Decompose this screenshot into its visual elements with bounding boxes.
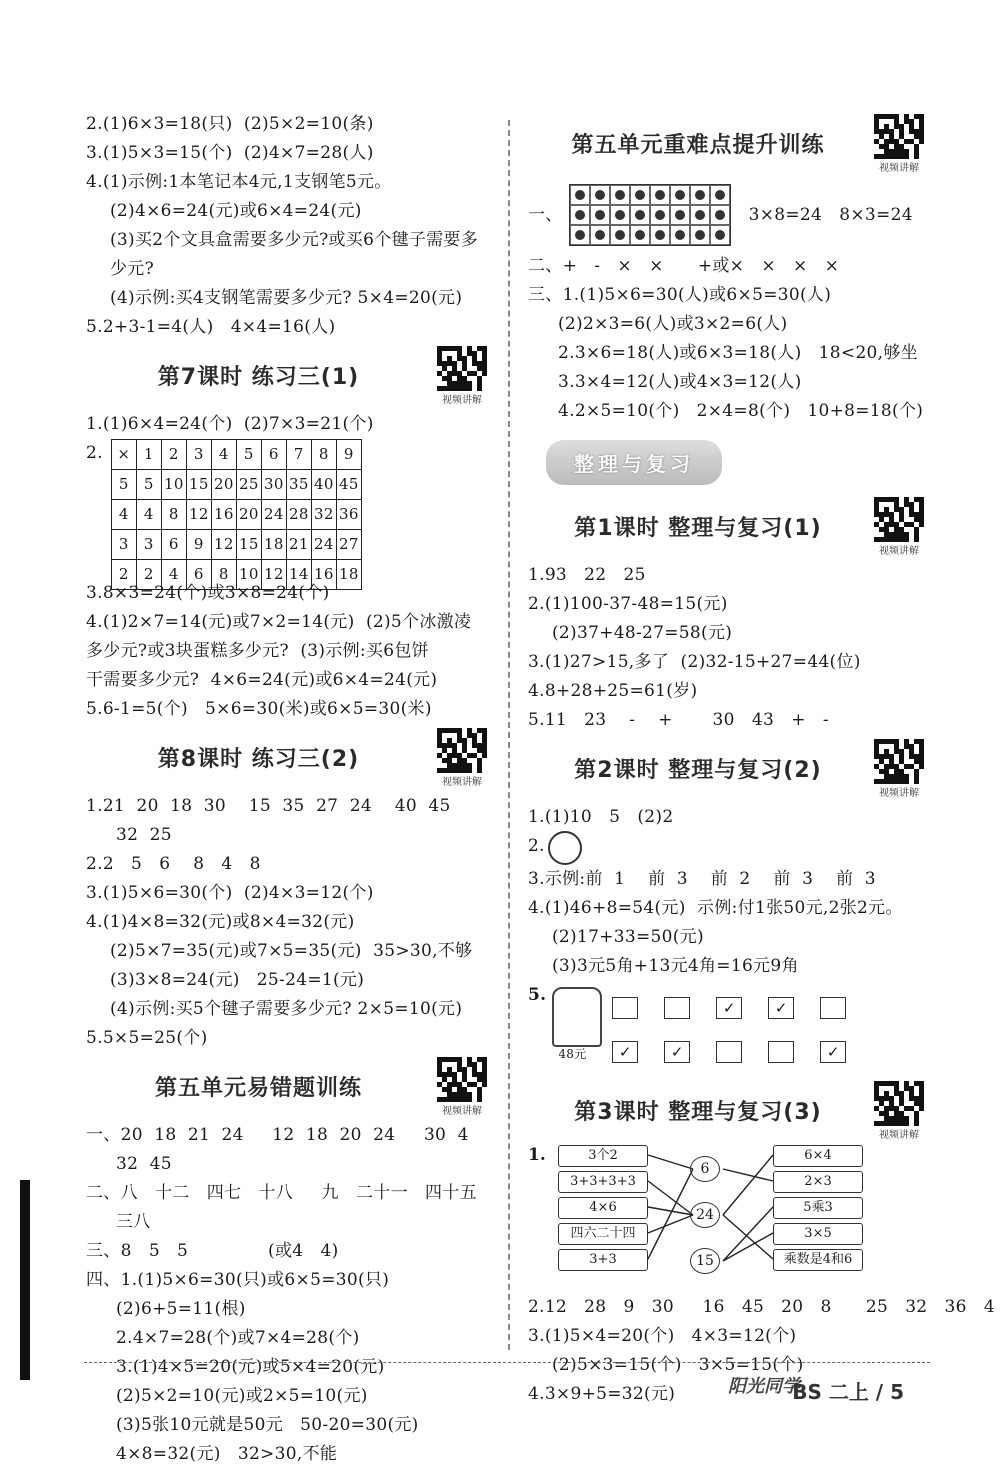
answer-line: (3)3元5角+13元4角=16元9角 <box>552 956 799 976</box>
answer-line: 1.(1)10 5 (2)2 <box>528 807 674 827</box>
footer-rule <box>84 1362 930 1363</box>
answer-line: 1.21 20 18 30 15 35 27 24 40 45 <box>86 796 451 816</box>
answer-line: 干需要多少元? 4×6=24(元)或6×4=24(元) <box>86 670 438 690</box>
footer-brand: 阳光同学 <box>728 1376 800 1397</box>
answer-line: 3.示例:前 1 前 3 前 2 前 3 前 3 <box>528 869 876 889</box>
section-title: 第8课时 练习三(2) <box>157 747 360 772</box>
qr-caption: 视频讲解 <box>442 1106 482 1117</box>
answer-line: 4.(1)4×8=32(元)或8×4=32(元) <box>86 912 355 932</box>
table-cell: × <box>111 440 136 470</box>
qr-pattern <box>437 346 487 390</box>
answer-line: 2.3×6=18(人)或6×3=18(人) 18<20,够坐 <box>558 343 918 363</box>
qr-code-icon[interactable] <box>870 114 928 172</box>
answer-line: 1.(1)6×4=24(个) (2)7×3=21(个) <box>86 414 374 434</box>
answer-line: 四、1.(1)5×6=30(只)或6×5=30(只) <box>86 1270 390 1290</box>
answer-line: 2.2 5 6 8 4 8 <box>86 854 261 874</box>
table-cell: 18 <box>336 560 361 590</box>
table-cell: 2 <box>111 560 136 590</box>
answer-line: 5.5×5=25(个) <box>86 1028 208 1048</box>
answer-number: 5. <box>528 985 547 1005</box>
left-expression-box: 四六二十四 <box>558 1223 648 1245</box>
dot <box>570 185 590 205</box>
table-cell: 36 <box>336 500 361 530</box>
answer-line: 2.(1)100-37-48=15(元) <box>528 594 728 614</box>
table-cell: 35 <box>286 470 311 500</box>
left-expression-box: 3+3+3+3 <box>558 1171 648 1193</box>
table-cell: 10 <box>161 470 186 500</box>
qr-code-icon[interactable] <box>870 497 928 555</box>
table-cell: 25 <box>236 470 261 500</box>
table-cell: 2 <box>161 440 186 470</box>
table-cell: 6 <box>261 440 286 470</box>
match-line <box>648 1215 693 1233</box>
section-title: 第3课时 整理与复习(3) <box>574 1100 822 1125</box>
dot-array-figure <box>569 184 731 246</box>
table-cell: 14 <box>286 560 311 590</box>
empty-box <box>716 1041 742 1063</box>
checked-box: ✓ <box>820 1041 846 1063</box>
matching-answer <box>528 1145 928 1293</box>
checked-box: ✓ <box>716 997 742 1019</box>
answer-line: 32 25 <box>116 825 172 845</box>
dot <box>590 205 610 225</box>
table-cell: 5 <box>236 440 261 470</box>
section-header <box>528 1081 928 1139</box>
table-cell: 10 <box>236 560 261 590</box>
answer-line: (2)6+5=11(根) <box>116 1299 246 1319</box>
answer-line: 3.(1)27>15,多了 (2)32-15+27=44(位) <box>528 652 861 672</box>
product-circle: 24 <box>690 1202 720 1228</box>
answer-line: 3.3×4=12(人)或4×3=12(人) <box>558 372 802 392</box>
table-cell: 30 <box>261 470 286 500</box>
shopping-answer <box>528 981 928 1077</box>
answer-line: (3)3×8=24(元) 25-24=1(元) <box>110 970 365 990</box>
answer-line: 二、+ - × × +或× × × × <box>528 256 840 276</box>
answer-line: 4×8=32(元) 32>30,不能 <box>116 1444 338 1464</box>
table-cell: 7 <box>286 440 311 470</box>
answer-line: 4.(1)示例:1本笔记本4元,1支钢笔5元。 <box>86 172 392 192</box>
right-expression-box: 乘数是4和6 <box>773 1249 863 1271</box>
qr-code-icon[interactable] <box>433 728 491 786</box>
qr-pattern <box>437 1057 487 1101</box>
empty-box <box>612 997 638 1019</box>
table-cell: 3 <box>186 440 211 470</box>
section-header <box>528 739 928 797</box>
answer-line: 三、8 5 5 (或4 4) <box>86 1241 339 1261</box>
table-cell: 24 <box>261 500 286 530</box>
left-column <box>86 110 491 1469</box>
answer-line: 3.(1)5×3=15(个) (2)4×7=28(人) <box>86 143 374 163</box>
section-header <box>86 1057 491 1115</box>
table-cell: 1 <box>136 440 161 470</box>
answer-line: (3)5张10元就是50元 50-20=30(元) <box>116 1415 419 1435</box>
unit-badge: 整理与复习 <box>546 440 722 485</box>
footer-page-code: BS 二上 / 5 <box>792 1380 904 1404</box>
table-cell: 2 <box>136 560 161 590</box>
qr-caption: 视频讲解 <box>879 546 919 557</box>
answer-line: (2)5×3=15(个) 3×5=15(个) <box>552 1355 804 1375</box>
answer-number: 一、 <box>528 204 563 225</box>
answer-line: 5.11 23 - + 30 43 + - <box>528 710 829 730</box>
dot <box>650 205 670 225</box>
qr-code-icon[interactable] <box>433 346 491 404</box>
dot <box>570 205 590 225</box>
coin-icon <box>548 831 582 865</box>
left-expression-box: 3+3 <box>558 1249 648 1271</box>
table-cell: 3 <box>111 530 136 560</box>
right-expression-box: 3×5 <box>773 1223 863 1245</box>
table-cell: 5 <box>111 470 136 500</box>
answer-line: 4.2×5=10(个) 2×4=8(个) 10+8=18(个) <box>558 401 924 421</box>
dot <box>650 185 670 205</box>
dot <box>670 185 690 205</box>
answer-line: 4.3×9+5=32(元) <box>528 1384 676 1404</box>
answer-number: 1. <box>528 1145 546 1165</box>
product-circle: 15 <box>690 1248 720 1274</box>
qr-pattern <box>874 1081 924 1125</box>
table-cell: 12 <box>261 560 286 590</box>
checked-box: ✓ <box>768 997 794 1019</box>
answer-line: (4)示例:买5个毽子需要多少元? 2×5=10(元) <box>110 999 463 1019</box>
answer-line: 3.(1)5×6=30(个) (2)4×3=12(个) <box>86 883 374 903</box>
dot <box>610 225 630 245</box>
checked-box: ✓ <box>664 1041 690 1063</box>
answer-line: 2.(1)6×3=18(只) (2)5×2=10(条) <box>86 114 374 134</box>
qr-caption: 视频讲解 <box>879 1130 919 1141</box>
qr-code-icon[interactable] <box>433 1057 491 1115</box>
answer-line: 4.(1)2×7=14(元)或7×2=14(元) (2)5个冰激凌 <box>86 612 472 632</box>
dot <box>670 205 690 225</box>
section-header <box>528 497 928 555</box>
section-title: 第2课时 整理与复习(2) <box>574 758 822 783</box>
table-cell: 4 <box>211 440 236 470</box>
coin-figure <box>548 831 928 865</box>
dot <box>590 185 610 205</box>
table-cell: 4 <box>136 500 161 530</box>
table-cell: 20 <box>236 500 261 530</box>
dot <box>610 205 630 225</box>
section-header <box>528 114 928 172</box>
dot <box>570 225 590 245</box>
answer-line: (3)买2个文具盒需要多少元?或买6个毽子需要多 <box>110 230 479 250</box>
section-header <box>86 346 491 404</box>
qr-caption: 视频讲解 <box>879 163 919 174</box>
answer-line: 2. <box>528 836 545 856</box>
answer-line: (2)37+48-27=58(元) <box>552 623 733 643</box>
empty-box <box>820 997 846 1019</box>
dot <box>630 185 650 205</box>
left-expression-box: 4×6 <box>558 1197 648 1219</box>
answer-line: 4.(1)46+8=54(元) 示例:付1张50元,2张2元。 <box>528 898 903 918</box>
table-cell: 16 <box>311 560 336 590</box>
qr-caption: 视频讲解 <box>879 788 919 799</box>
answer-line: 5.2+3-1=4(人) 4×4=16(人) <box>86 317 336 337</box>
match-line <box>648 1155 693 1169</box>
qr-pattern <box>437 728 487 772</box>
answer-line: (2)4×6=24(元)或6×4=24(元) <box>110 201 362 221</box>
dot <box>710 185 730 205</box>
table-cell: 24 <box>311 530 336 560</box>
table-cell: 5 <box>136 470 161 500</box>
dot <box>610 185 630 205</box>
table-cell: 21 <box>286 530 311 560</box>
table-cell: 15 <box>236 530 261 560</box>
answer-line: (4)示例:买4支钢笔需要多少元? 5×4=20(元) <box>110 288 463 308</box>
table-cell: 12 <box>211 530 236 560</box>
table-cell: 6 <box>161 530 186 560</box>
answer-line: 三八 <box>116 1212 151 1232</box>
product-circle: 6 <box>690 1156 720 1182</box>
qr-pattern <box>874 114 924 158</box>
answer-line: 2.12 28 9 30 16 45 20 8 25 32 36 4 <box>528 1297 995 1317</box>
answer-line: 二、八 十二 四七 十八 九 二十一 四十五 <box>86 1183 477 1203</box>
dot <box>690 225 710 245</box>
margin-bar <box>20 1180 30 1380</box>
answer-line: 5.6-1=5(个) 5×6=30(米)或6×5=30(米) <box>86 699 432 719</box>
dot <box>630 205 650 225</box>
answer-line: 32 45 <box>116 1154 172 1174</box>
answer-line: 3.8×3=24(个)或3×8=24(个) <box>86 583 330 603</box>
answer-line: 3.(1)4×5=20(元)或5×4=20(元) <box>116 1357 385 1377</box>
money-checkboxes <box>612 985 864 1077</box>
section-title: 第五单元易错题训练 <box>154 1076 362 1101</box>
answer-line: 3.(1)5×4=20(个) 4×3=12(个) <box>528 1326 797 1346</box>
dot <box>590 225 610 245</box>
section-title: 第五单元重难点提升训练 <box>571 133 825 158</box>
table-cell: 9 <box>186 530 211 560</box>
answer-line: (2)17+33=50(元) <box>552 927 704 947</box>
answer-line: 4.8+28+25=61(岁) <box>528 681 698 701</box>
table-cell: 8 <box>311 440 336 470</box>
table-cell: 18 <box>261 530 286 560</box>
table-cell: 45 <box>336 470 361 500</box>
answer-number: 2. <box>86 443 103 463</box>
right-column <box>528 110 995 1409</box>
answer-line: 2.4×7=28(个)或7×4=28(个) <box>116 1328 360 1348</box>
dot <box>710 225 730 245</box>
dot-array-answer <box>528 178 928 252</box>
column-divider <box>508 120 510 1350</box>
qr-caption: 视频讲解 <box>442 395 482 406</box>
table-cell: 8 <box>211 560 236 590</box>
dot <box>690 205 710 225</box>
answer-line: 少元? <box>110 259 155 279</box>
qr-caption: 视频讲解 <box>442 777 482 788</box>
answer-line: (2)2×3=6(人)或3×2=6(人) <box>558 314 788 334</box>
table-cell: 12 <box>186 500 211 530</box>
right-expression-box: 2×3 <box>773 1171 863 1193</box>
checked-box: ✓ <box>612 1041 638 1063</box>
table-cell: 9 <box>336 440 361 470</box>
table-cell: 27 <box>336 530 361 560</box>
qr-code-icon[interactable] <box>870 1081 928 1139</box>
answer-line: (2)5×7=35(元)或7×5=35(元) 35>30,不够 <box>110 941 473 961</box>
table-cell: 4 <box>161 560 186 590</box>
dot <box>690 185 710 205</box>
table-cell: 3 <box>136 530 161 560</box>
table-cell: 28 <box>286 500 311 530</box>
match-line <box>648 1181 693 1215</box>
section-title: 第1课时 整理与复习(1) <box>574 516 822 541</box>
answer-line: 多少元?或3块蛋糕多少元? (3)示例:买6包饼 <box>86 641 429 661</box>
table-cell: 20 <box>211 470 236 500</box>
dot <box>710 205 730 225</box>
multiplication-table <box>111 439 362 590</box>
qr-pattern <box>874 739 924 783</box>
dot <box>670 225 690 245</box>
table-cell: 15 <box>186 470 211 500</box>
section-header <box>86 728 491 786</box>
answer-line: 一、20 18 21 24 12 18 20 24 30 4 <box>86 1125 469 1145</box>
table-cell: 8 <box>161 500 186 530</box>
right-expression-box: 6×4 <box>773 1145 863 1167</box>
answer-line: (2)5×2=10(元)或2×5=10(元) <box>116 1386 368 1406</box>
multiplication-table-row <box>86 439 491 583</box>
table-cell: 40 <box>311 470 336 500</box>
table-cell: 6 <box>186 560 211 590</box>
answer-line: 1.93 22 25 <box>528 565 646 585</box>
answer-line: 三、1.(1)5×6=30(人)或6×5=30(人) <box>528 285 832 305</box>
empty-box <box>664 997 690 1019</box>
coat-price: 48元 <box>558 1047 587 1061</box>
table-cell: 4 <box>111 500 136 530</box>
answer-text: 3×8=24 8×3=24 <box>748 204 913 225</box>
section-title: 第7课时 练习三(1) <box>157 365 360 390</box>
table-cell: 16 <box>211 500 236 530</box>
match-line <box>723 1155 773 1215</box>
dot <box>650 225 670 245</box>
empty-box <box>768 1041 794 1063</box>
qr-code-icon[interactable] <box>870 739 928 797</box>
left-expression-box: 3个2 <box>558 1145 648 1167</box>
dot <box>630 225 650 245</box>
right-expression-box: 5乘3 <box>773 1197 863 1219</box>
match-line <box>723 1169 773 1181</box>
qr-pattern <box>874 497 924 541</box>
table-cell: 32 <box>311 500 336 530</box>
coat-figure <box>552 987 602 1061</box>
